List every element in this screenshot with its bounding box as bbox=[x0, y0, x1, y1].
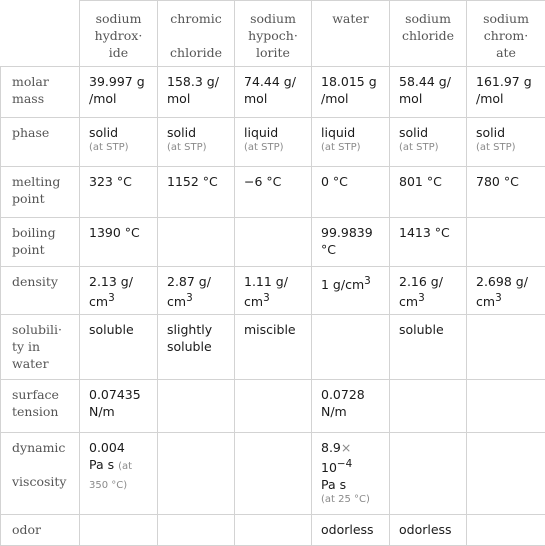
column-header-sodium-chromate: sodium chrom· ate bbox=[467, 1, 545, 67]
cell-density-water: 1 $g/cm^3$ bbox=[312, 267, 390, 315]
cell-density-sodium-chloride: 2.16 g/ $cm^3$ bbox=[390, 267, 467, 315]
cell-melting-point-chromic-chloride: 1152 °C bbox=[158, 167, 235, 218]
cell-odor-chromic-chloride bbox=[158, 515, 235, 546]
cell-density-sodium-hypochlorite: 1.11 g/ $cm^3$ bbox=[235, 267, 312, 315]
row-label-melting-point: melting point bbox=[1, 167, 80, 218]
row-label-molar-mass: molar mass bbox=[1, 67, 80, 118]
row-dynamic-viscosity bbox=[1, 433, 545, 515]
cell-boiling-point-sodium-chromate bbox=[467, 218, 545, 267]
cell-viscosity-chromic-chloride bbox=[158, 433, 235, 515]
cell-surface-tension-sodium-chromate bbox=[467, 380, 545, 433]
row-label-dynamic-viscosity: dynamic viscosity bbox=[1, 433, 80, 515]
cell-solubility-sodium-chloride: soluble bbox=[390, 315, 467, 380]
cell-phase-sodium-hydroxide: solid (at STP) bbox=[80, 118, 158, 167]
row-molar-mass bbox=[1, 67, 545, 118]
row-phase bbox=[1, 118, 545, 167]
column-header-water: water bbox=[312, 1, 390, 67]
row-label-boiling-point: boiling point bbox=[1, 218, 80, 267]
cell-molar-mass-chromic-chloride: 158.3 g/ mol bbox=[158, 67, 235, 118]
row-label-odor: odor bbox=[1, 515, 80, 546]
row-odor bbox=[1, 515, 545, 546]
row-label-surface-tension: surface tension bbox=[1, 380, 80, 433]
cell-molar-mass-water: 18.015 g /mol bbox=[312, 67, 390, 118]
cell-boiling-point-chromic-chloride bbox=[158, 218, 235, 267]
cell-density-sodium-chromate: 2.698 g/ $cm^3$ bbox=[467, 267, 545, 315]
cell-molar-mass-sodium-chloride: 58.44 g/ mol bbox=[390, 67, 467, 118]
cell-surface-tension-water: 0.0728 N/m bbox=[312, 380, 390, 433]
cell-boiling-point-sodium-hydroxide: 1390 °C bbox=[80, 218, 158, 267]
header-row bbox=[1, 1, 545, 67]
cell-surface-tension-sodium-hydroxide: 0.07435 N/m bbox=[80, 380, 158, 433]
cell-density-sodium-hydroxide: 2.13 g/ $cm^3$ bbox=[80, 267, 158, 315]
cell-density-chromic-chloride: 2.87 g/ $cm^3$ bbox=[158, 267, 235, 315]
row-density bbox=[1, 267, 545, 315]
cell-melting-point-water: 0 °C bbox=[312, 167, 390, 218]
column-header-sodium-hydroxide: sodium hydrox· ide bbox=[80, 1, 158, 67]
cell-phase-sodium-hypochlorite: liquid (at STP) bbox=[235, 118, 312, 167]
row-label-phase: phase bbox=[1, 118, 80, 167]
cell-phase-water: liquid (at STP) bbox=[312, 118, 390, 167]
cell-viscosity-sodium-chromate bbox=[467, 433, 545, 515]
cell-phase-sodium-chloride: solid (at STP) bbox=[390, 118, 467, 167]
row-melting-point bbox=[1, 167, 545, 218]
cell-molar-mass-sodium-chromate: 161.97 g /mol bbox=[467, 67, 545, 118]
row-label-solubility-in-water: solubili· ty in water bbox=[1, 315, 80, 380]
cell-viscosity-water: 8.9× $10^{-4}$ Pa s (at 25 °C) bbox=[312, 433, 390, 515]
row-surface-tension bbox=[1, 380, 545, 433]
column-header-chromic-chloride: chromic chloride bbox=[158, 1, 235, 67]
row-solubility-in-water bbox=[1, 315, 545, 380]
cell-molar-mass-sodium-hypochlorite: 74.44 g/ mol bbox=[235, 67, 312, 118]
cell-surface-tension-chromic-chloride bbox=[158, 380, 235, 433]
column-header-sodium-hypochlorite: sodium hypoch· lorite bbox=[235, 1, 312, 67]
cell-boiling-point-sodium-chloride: 1413 °C bbox=[390, 218, 467, 267]
cell-viscosity-sodium-hydroxide: 0.004 Pa s (at 350 °C) bbox=[80, 433, 158, 515]
cell-melting-point-sodium-hydroxide: 323 °C bbox=[80, 167, 158, 218]
cell-solubility-chromic-chloride: slightly soluble bbox=[158, 315, 235, 380]
cell-solubility-sodium-hypochlorite: miscible bbox=[235, 315, 312, 380]
row-label-density: density bbox=[1, 267, 80, 315]
cell-surface-tension-sodium-chloride bbox=[390, 380, 467, 433]
cell-boiling-point-water: 99.9839 °C bbox=[312, 218, 390, 267]
cell-odor-sodium-chloride: odorless bbox=[390, 515, 467, 546]
cell-boiling-point-sodium-hypochlorite bbox=[235, 218, 312, 267]
cell-molar-mass-sodium-hydroxide: 39.997 g /mol bbox=[80, 67, 158, 118]
cell-phase-chromic-chloride: solid (at STP) bbox=[158, 118, 235, 167]
cell-surface-tension-sodium-hypochlorite bbox=[235, 380, 312, 433]
cell-solubility-sodium-hydroxide: soluble bbox=[80, 315, 158, 380]
cell-odor-sodium-hypochlorite bbox=[235, 515, 312, 546]
cell-melting-point-sodium-hypochlorite: −6 °C bbox=[235, 167, 312, 218]
cell-solubility-water bbox=[312, 315, 390, 380]
cell-phase-sodium-chromate: solid (at STP) bbox=[467, 118, 545, 167]
cell-solubility-sodium-chromate bbox=[467, 315, 545, 380]
cell-odor-sodium-chromate bbox=[467, 515, 545, 546]
cell-viscosity-sodium-chloride bbox=[390, 433, 467, 515]
cell-odor-sodium-hydroxide bbox=[80, 515, 158, 546]
cell-viscosity-sodium-hypochlorite bbox=[235, 433, 312, 515]
column-header-sodium-chloride: sodium chloride bbox=[390, 1, 467, 67]
cell-melting-point-sodium-chromate: 780 °C bbox=[467, 167, 545, 218]
corner-cell bbox=[1, 1, 80, 67]
row-boiling-point bbox=[1, 218, 545, 267]
cell-odor-water: odorless bbox=[312, 515, 390, 546]
cell-melting-point-sodium-chloride: 801 °C bbox=[390, 167, 467, 218]
